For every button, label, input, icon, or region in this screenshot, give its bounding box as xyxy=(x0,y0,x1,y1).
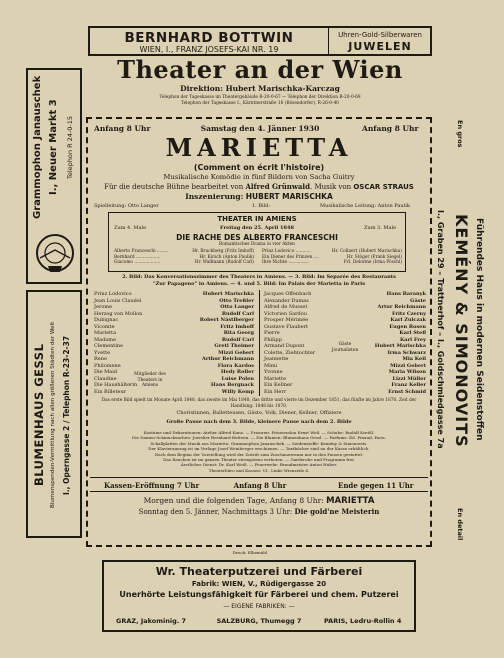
cleaner-name: Wr. Theaterputzerei und Färberei xyxy=(155,565,363,578)
credits-author: Alfred Grünwald xyxy=(245,182,310,191)
credits-pre: Für die deutsche Bühne bearbeitet von xyxy=(104,183,244,191)
cast-row: Victorien Sardou Fritz Czerny xyxy=(264,310,426,317)
fine-print-line: Die Damen-Schmucksachen: Juwelier Bernhard Bottwin. — Die Blumen: Blumenhaus Gessl. — Parfums: Ed. Pinaud, Paris. xyxy=(131,435,387,441)
operetta-staging xyxy=(90,192,428,201)
next-show-1 xyxy=(90,496,428,506)
credits-mid: . Musik von xyxy=(310,183,352,191)
cast-row: Mimi Mizzi Gebert xyxy=(264,362,426,369)
fine-print-line: Kostüme und Dekorationen: Atelier Alfred Kunz. — Frisuren: Frisiersalon Ernst Weil. — Schuhe: Rudolf Kreißl. xyxy=(143,430,375,435)
next-show-2-pre: Sonntag den 5. Jänner, Nachmittags 3 Uhr: xyxy=(138,508,293,516)
kasse-open: Kassen-Eröffnung 7 Uhr xyxy=(104,481,200,490)
cast-right-group: Gäste Journalisten xyxy=(331,342,359,353)
kemeny-line1: Führendes Haus in modernen Seidenstoffen xyxy=(474,217,484,441)
left-ad-grammophon xyxy=(26,68,82,284)
kasse-start: Anfang 8 Uhr xyxy=(233,481,287,490)
cast-row: Jerome Otto Langer xyxy=(94,304,254,310)
cleaner-own: — EIGENE FABRIKEN: — xyxy=(223,603,295,610)
theater-phone-1: Telephon der Tageskasse im Theatergebäude B-20-0-67 — Telephon der Direktion B-20-0-68 xyxy=(159,95,361,100)
cast-row: Armand Dupont Hubert Marischka xyxy=(264,343,426,349)
jewels-line1: Uhren-Gold-Silberwaren xyxy=(338,31,422,39)
gramophone-icon xyxy=(34,228,76,278)
cast-row: Rene Arthur Reichmann xyxy=(94,356,254,362)
cast-row: Ein Billeteur Willy Kemp xyxy=(94,388,254,395)
cast-row: Madame Rudolf Carl xyxy=(94,336,254,343)
program-start-right: Anfang 8 Uhr xyxy=(362,124,419,133)
chorus-line: Choristinnen, Balletteusen, Gäste, Volk, Diener, Kellner, Offiziere xyxy=(176,410,342,416)
operetta-subtitle: (Comment on écrit l'histoire) xyxy=(193,163,325,172)
kemeny-prefix: En gros xyxy=(456,120,464,148)
cast-row: Clementine Gretl Theimer xyxy=(94,343,254,349)
cast-row: Jean Louis Claudel Otto Treßler xyxy=(94,297,254,304)
cast-line-right: Musikalische Leitung: Anton Paulik xyxy=(320,203,410,209)
inner-act-left: Zum 4. Male xyxy=(114,225,147,231)
cast-row: Die Maid Hedy Roller xyxy=(94,369,254,375)
fine-print-line: Schallplatten der Musik aus Marietta: Grammophon Janauschek. — Seidenstoffe: Kemény & Simonovits. xyxy=(150,440,368,446)
scene-line-1: 2. Bild: Das Konversationszimmer des Theaters in Amiens. — 3. Bild: Im Separée des Restaurants xyxy=(122,274,396,280)
credits-composer: OSCAR STRAUS xyxy=(353,183,414,191)
cast-row: Philomene Flora Kardos xyxy=(94,362,254,369)
theater-direction: Direktion: Hubert Marischka-Karczag xyxy=(180,84,340,93)
cast-left-group: Mitglieder des Theaters in Amiens xyxy=(134,372,166,389)
inner-role-row: Alberto Franceschi ........ Hr. Bruckberg (Fritz Imhoff) xyxy=(114,249,254,254)
inner-role-row: Giacomo ................... Hr. Wallmann (Rudolf Carl) xyxy=(114,260,254,266)
cast-row: Alfred de Musset Artur Reichmann xyxy=(264,304,426,310)
inner-role-row: Prinz Lodovico ........... Hr. Collaert (Hubert Marischka) xyxy=(262,249,402,254)
inner-role-row: Ein Diener des Prinzen .... Hr. Stöger (Frank Siegel) xyxy=(262,254,402,260)
fine-print-line: Der Klavierauszug ist im Verlage Josef Weinberger erschienen. — Textbücher sind an der Kasse erhältlich. xyxy=(148,446,370,452)
gessl-line1: Blumenspenden-Vermittlung nach allen größeren Städten der Welt xyxy=(50,321,56,509)
printer-credit: Druck: Elbemühl xyxy=(232,550,268,555)
inner-roles-right xyxy=(262,249,402,266)
cast-row: Yvette Mizzi Gebert xyxy=(94,349,254,356)
cast-row: Jacques Offenbach Hans Baranyk xyxy=(264,291,426,297)
bottwin-name: BERNHARD BOTTWIN xyxy=(124,30,294,46)
scene-line-2: "Zur Papageno" in Amiens. — 4. und 5. Bild: Im Palais der Marietta in Paris xyxy=(152,281,366,287)
inner-roles-left xyxy=(114,249,254,266)
fine-print-line: Nach dem Beginn der Vorstellung wird der Zutritt zum Zuschauerraum nur in den Pausen gestattet. xyxy=(154,451,364,457)
cast-row: Vicomte Fritz Imhoff xyxy=(94,323,254,330)
cast-row: Herzog von Mollon Rudolf Carl xyxy=(94,310,254,317)
kasse-end: Ende gegen 11 Uhr xyxy=(338,481,414,490)
fine-print xyxy=(94,430,424,473)
jewels-line2: JUWELEN xyxy=(348,40,412,53)
cleaner-branch-3: PARIS, Ledru-Rollin 4 xyxy=(324,617,402,625)
inner-play: DIE RACHE DES ALBERTO FRANCESCHI xyxy=(176,233,338,242)
next-show-1-pre: Morgen und die folgenden Tage, Anfang 8 Uhr: xyxy=(143,496,324,505)
inner-play-sub: Romantisches Drama in vier Akten xyxy=(219,242,295,247)
cast-row: Dubignac Robert Nästlberger xyxy=(94,317,254,323)
cast-line-mid: 1. Bild: xyxy=(252,203,271,209)
cleaner-factory: Fabrik: WIEN, V., Rüdigergasse 20 xyxy=(191,580,327,588)
right-ad-kemeny xyxy=(434,116,490,542)
grammophon-text xyxy=(30,72,80,222)
cast-row: Alexander Dumas Gäste xyxy=(264,297,426,304)
cleaner-branch-1: GRAZ, Jakominig. 7 xyxy=(116,617,186,625)
inner-role-row: Bernhard .................. Hr. Kirsch (Anton Paulik) xyxy=(114,254,254,260)
top-ad-bottwin xyxy=(88,26,432,56)
top-ad-divider xyxy=(328,28,329,54)
fine-print-line: Das Rauchen ist im ganzen Theater strengstens verboten. — Garderobe und Programm frei. xyxy=(163,457,355,463)
program-date: Samstag den 4. Jänner 1930 xyxy=(200,124,320,133)
cast-left xyxy=(94,291,254,395)
cast-row: Philipp Karl Frey xyxy=(264,336,426,343)
gessl-name: BLUMENHAUS GESSL xyxy=(32,343,46,487)
theater-title: Theater an der Wien xyxy=(117,55,403,84)
cast-row: Gustave Flaubert Eugen Rosen xyxy=(264,323,426,330)
inner-date: Freitag den 25. April 1848 xyxy=(220,225,294,231)
cast-row: Ein Herr Ernst Schmid xyxy=(264,388,426,395)
operetta-genre: Musikalische Komödie in fünf Bildern von Sacha Guitry xyxy=(163,173,355,181)
bottwin-address: WIEN, I., FRANZ JOSEFS-KAI NR. 19 xyxy=(139,45,279,54)
operetta-credits xyxy=(90,182,428,191)
fine-print-line: Theaterbüro und Kassen: VI., Linke Wienzeile 6. xyxy=(208,467,310,473)
inner-act-right: Zum 3. Male xyxy=(364,225,397,231)
cast-row: Prinz Lodovico Hubert Marischka xyxy=(94,291,254,297)
cast-row: Ein Kellner Franz Keller xyxy=(264,382,426,388)
grammophon-address: I., Neuer Markt 3 xyxy=(48,99,59,195)
gessl-line2: I., Operngasse 2 / Telephon R-23-2-37 xyxy=(62,335,71,495)
cast-row: Prosper Mérimée Karl Zulczak xyxy=(264,317,426,323)
kasse-rule-top xyxy=(90,477,428,478)
cleaner-branch-2: SALZBURG, Thumegg 7 xyxy=(216,617,302,625)
cast-row: Mariette Lizzi Müller xyxy=(264,375,426,382)
kemeny-suffix: En detail xyxy=(456,508,464,541)
next-show-2-title: Die gold'ne Meisterin xyxy=(294,507,380,516)
staging-name: HUBERT MARISCHKA xyxy=(245,192,333,201)
inner-role-row: Ihre Nichte ............... Frl. Delorme (Irma Pöschl) xyxy=(262,260,402,266)
next-show-1-title: MARIETTA xyxy=(326,496,375,506)
cast-row: Die Haushälterin Hans Bergnack xyxy=(94,382,254,388)
kemeny-name: KEMÉNY & SIMONOVITS xyxy=(452,214,471,448)
program-start-left: Anfang 8 Uhr xyxy=(94,124,151,133)
cast-row: Claudine Luise Polen xyxy=(94,375,254,382)
cast-row: Pierre Karl Stefl xyxy=(264,330,426,336)
kemeny-address: I., Graben 29 – Trattnerhof – I., Goldschmiedgasse 7a xyxy=(436,209,445,449)
cast-row: Colette, Ziehtochter Irma Schwarz xyxy=(264,349,426,356)
next-show-2 xyxy=(90,507,428,516)
cast-row: Marietta Rita Georg xyxy=(94,330,254,336)
fine-print-line: Ärztlicher Dienst: Dr. Karl Weiß. — Feuerwehr: Brandmeister Anton Huber. xyxy=(180,462,338,468)
theater-phone-2: Telephon der Tageskasse I., Kärntnerstraße 16 (Bösendorfer), R-26-0-40 xyxy=(181,101,339,106)
cleaner-ad xyxy=(102,560,416,632)
cast-row: Yvonne Maria Wilson xyxy=(264,369,426,375)
cast-line-left: Spielleitung: Otto Langer xyxy=(94,203,159,209)
grammophon-name: Grammophon Janauschek xyxy=(32,75,43,219)
operetta-title: MARIETTA xyxy=(165,133,353,162)
cast-row: Jeannette Mia Keil xyxy=(264,356,426,362)
pause-line: Große Pause nach dem 3. Bilde, kleinere Pause nach dem 2. Bilde xyxy=(166,419,352,425)
kasse-rule-bottom xyxy=(90,491,428,492)
left-ad-gessl xyxy=(26,290,82,538)
staging-pre: Inszenierung: xyxy=(185,192,244,201)
inner-header: THEATER IN AMIENS xyxy=(217,215,297,223)
cast-column-divider xyxy=(259,290,260,396)
time-note: Das erste Bild spielt im Monate April 1848, das zweite im Mai 1848, das dritte und vierte im Dezember 1851, das fünfte im Jahre 1870. Zeit der Handlung: 1848 bis 1870. xyxy=(101,398,417,409)
cleaner-tagline: Unerhörte Leistungsfähigkeit für Färberei und chem. Putzerei xyxy=(119,590,399,599)
grammophon-phone: Telephon R 24-0-15 xyxy=(66,115,74,179)
